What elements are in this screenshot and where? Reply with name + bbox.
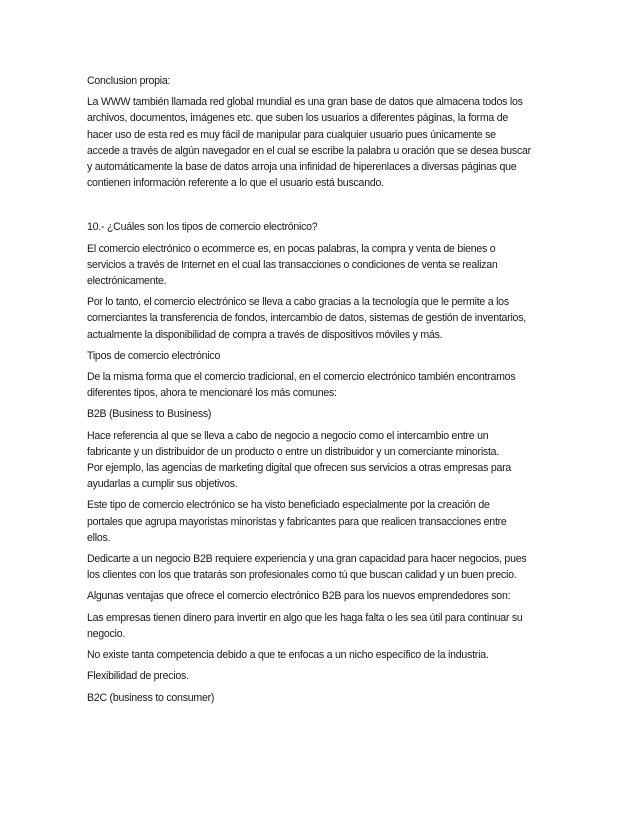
text-line: servicios a través de Internet en el cual las transacciones o condiciones de venta se realizan: [87, 258, 498, 271]
types-intro-paragraph: [87, 369, 557, 401]
text-line: La WWW también llamada red global mundial es una gran base de datos que almacena todos los: [87, 96, 523, 109]
b2b-heading: B2B (Business to Business): [87, 408, 212, 421]
conclusion-heading: Conclusion propia:: [87, 75, 171, 87]
question-heading: 10.- ¿Cuáles son los tipos de comercio electrónico?: [87, 221, 318, 234]
text-line: accede a través de algún navegador en el cual se escribe la palabra u oración que se desea buscar: [87, 144, 531, 157]
text-line: electrónicamente.: [87, 275, 167, 288]
text-line: Hace referencia al que se lleva a cabo de negocio a negocio como el intercambio entre un: [87, 429, 489, 442]
text-line: negocio.: [87, 627, 126, 640]
text-line: portales que agrupa mayoristas minoristas y fabricantes para que realicen transacciones entre: [87, 515, 507, 528]
text-line: archivos, documentos, imágenes etc. que suben los usuarios a diferentes páginas, la forma de: [87, 112, 509, 125]
advantage-item: [87, 610, 557, 642]
text-line: Las empresas tienen dinero para invertir en algo que les haga falta o les sea útil para continuar su: [87, 611, 523, 624]
b2c-heading: B2C (business to consumer): [87, 691, 215, 704]
text-line: ayudarlas a cumplir sus objetivos.: [87, 478, 238, 491]
advantages-intro: Algunas ventajas que ofrece el comercio electrónico B2B para los nuevos emprendedores son:: [87, 590, 511, 603]
text-line: los clientes con los que tratarás son profesionales como tú que buscan calidad y un buen precio.: [87, 569, 517, 582]
text-line: actualmente la disponibilidad de compra a través de dispositivos móviles y más.: [87, 328, 443, 341]
conclusion-paragraph: [87, 94, 557, 191]
text-line: ellos.: [87, 531, 111, 544]
text-line: Dedicarte a un negocio B2B requiere experiencia y una gran capacidad para hacer negocios, pues: [87, 553, 527, 566]
b2b-benefit-paragraph: [87, 497, 557, 546]
text-line: hacer uso de esta red es muy fácil de manipular para cualquier usuario pues únicamente se: [87, 128, 496, 141]
text-line: comerciantes la transferencia de fondos, intercambio de datos, sistemas de gestión de inventarios,: [87, 312, 526, 325]
document-body: [87, 73, 557, 711]
advantage-item: Flexibilidad de precios.: [87, 670, 189, 683]
advantage-item: No existe tanta competencia debido a que te enfocas a un nicho específico de la industria.: [87, 649, 489, 662]
types-heading: Tipos de comercio electrónico: [87, 349, 221, 362]
definition-paragraph: [87, 241, 557, 290]
b2b-dedication-paragraph: [87, 551, 557, 583]
text-line: fabricante y un distribuidor de un producto o entre un distribuidor y un comerciante minorista.: [87, 445, 500, 458]
text-line: Por ejemplo, las agencias de marketing digital que ofrecen sus servicios a otras empresas para: [87, 462, 512, 475]
text-line: Por lo tanto, el comercio electrónico se lleva a cabo gracias a la tecnología que le permite a los: [87, 296, 509, 309]
text-line: Este tipo de comercio electrónico se ha visto beneficiado especialmente por la creación de: [87, 499, 490, 512]
text-line: De la misma forma que el comercio tradicional, en el comercio electrónico también encontramos: [87, 371, 516, 384]
process-paragraph: [87, 294, 557, 343]
text-line: diferentes tipos, ahora te mencionaré los más comunes:: [87, 387, 337, 400]
text-line: contienen información referente a lo que el usuario está buscando.: [87, 177, 384, 190]
b2b-description-paragraph: [87, 428, 557, 493]
text-line: El comercio electrónico o ecommerce es, en pocas palabras, la compra y venta de bienes o: [87, 242, 496, 255]
text-line: y automáticamente la base de datos arroja una infinidad de hiperenlaces a diversas páginas que: [87, 161, 517, 174]
